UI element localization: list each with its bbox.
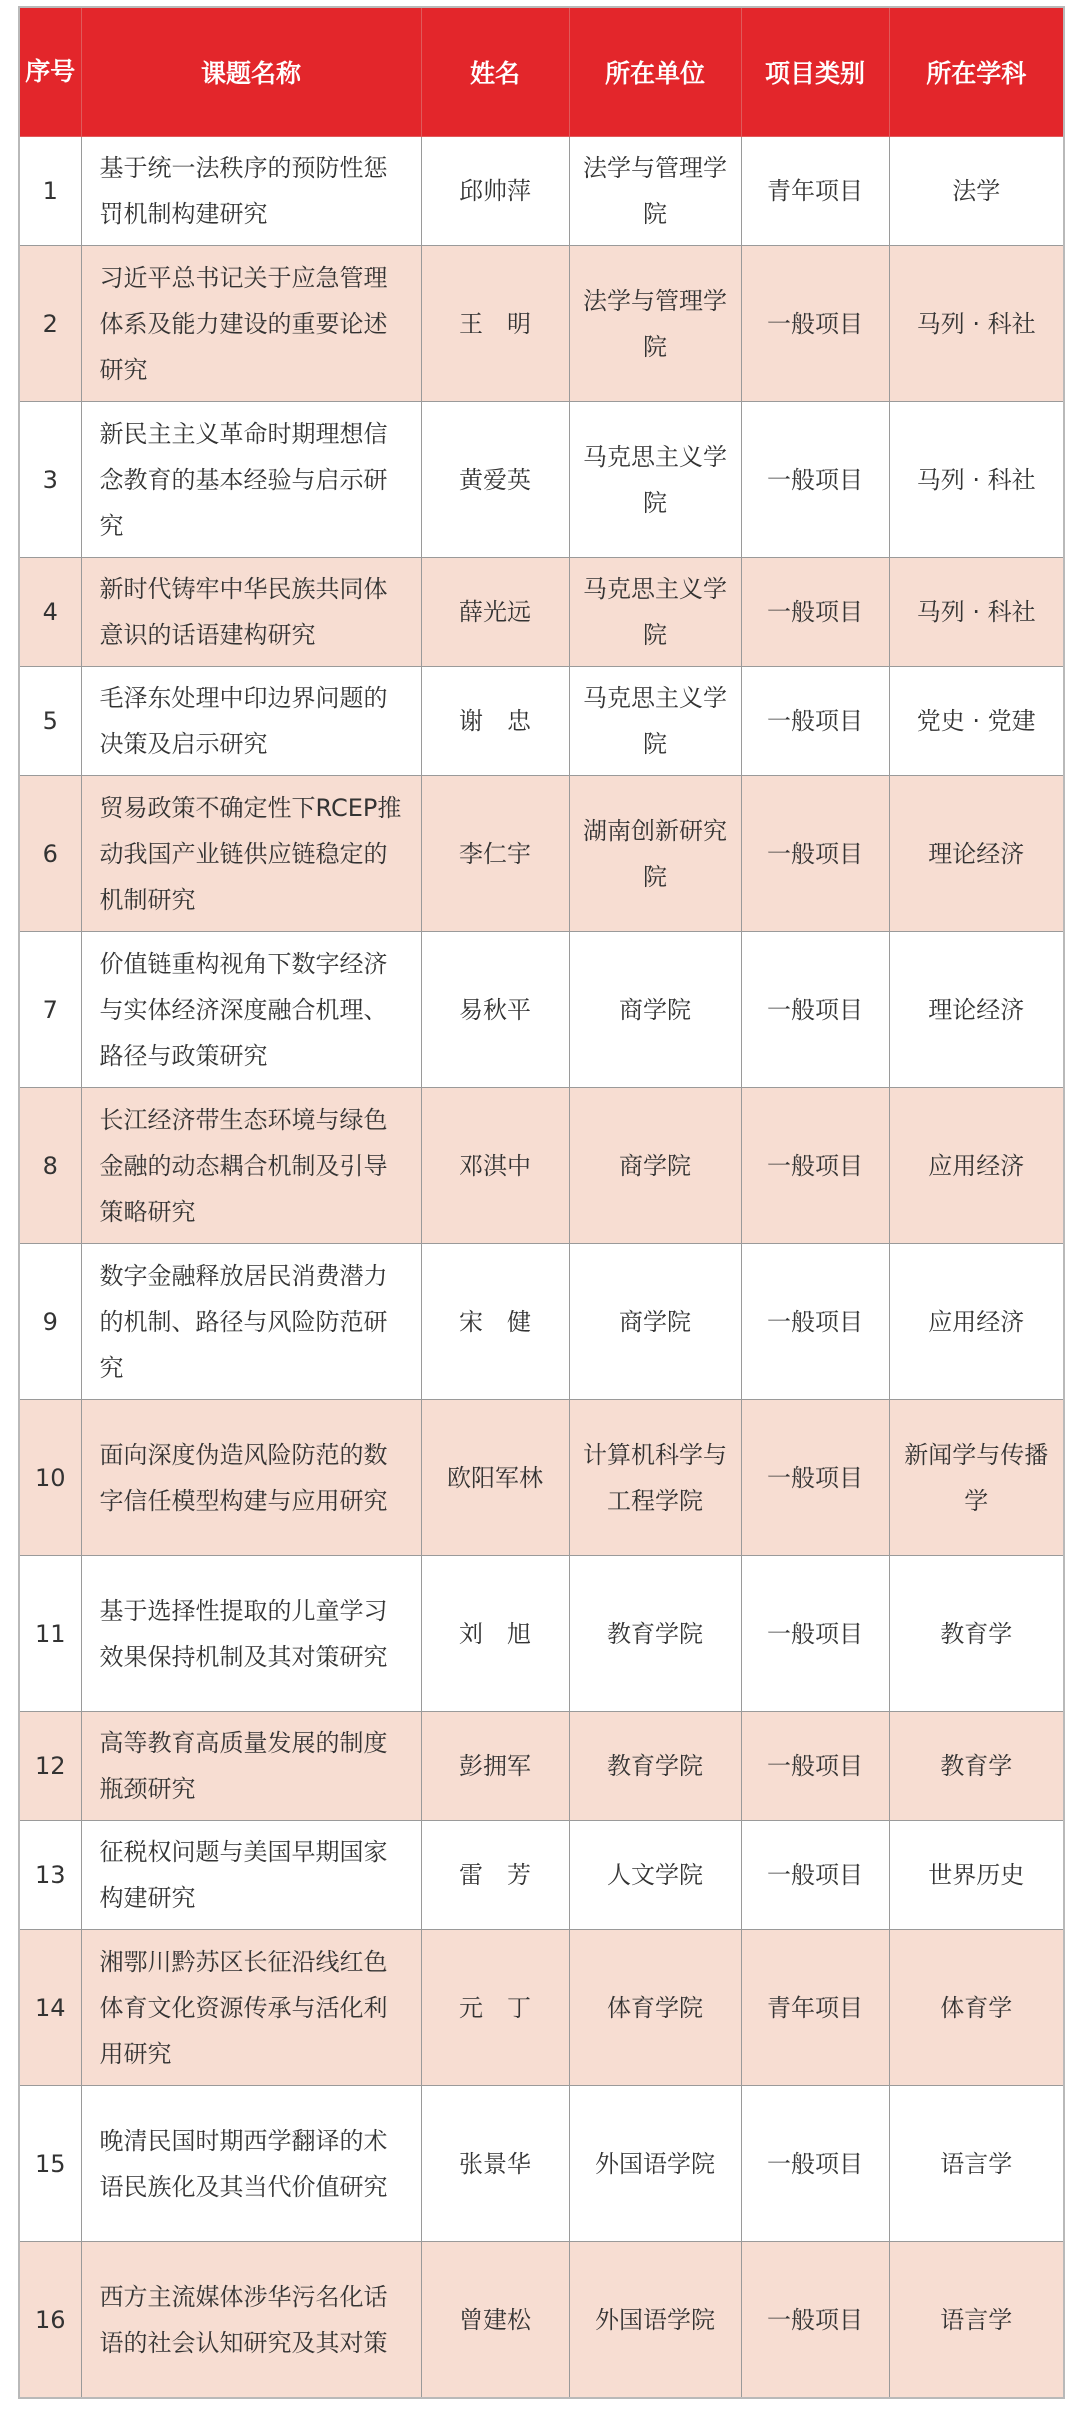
- cell-discipline: 应用经济: [889, 1088, 1064, 1244]
- cell-name: 黄爱英: [421, 402, 569, 558]
- cell-discipline: 语言学: [889, 2242, 1064, 2399]
- cell-discipline: 教育学: [889, 1556, 1064, 1712]
- cell-unit: 法学与管理学院: [569, 246, 741, 402]
- cell-seq: 15: [19, 2086, 81, 2242]
- cell-discipline: 新闻学与传播学: [889, 1400, 1064, 1556]
- cell-discipline: 教育学: [889, 1712, 1064, 1821]
- cell-name: 张景华: [421, 2086, 569, 2242]
- table-row: [19, 1088, 1064, 1244]
- table-row: [19, 2086, 1064, 2242]
- cell-category: 一般项目: [741, 1400, 889, 1556]
- cell-unit: 商学院: [569, 932, 741, 1088]
- table-row: [19, 1930, 1064, 2086]
- cell-category: 一般项目: [741, 2086, 889, 2242]
- cell-seq: 16: [19, 2242, 81, 2399]
- table-row: [19, 667, 1064, 776]
- cell-seq: 3: [19, 402, 81, 558]
- cell-title: 数字金融释放居民消费潜力的机制、路径与风险防范研究: [81, 1244, 421, 1400]
- cell-title: 价值链重构视角下数字经济与实体经济深度融合机理、路径与政策研究: [81, 932, 421, 1088]
- cell-unit: 教育学院: [569, 1712, 741, 1821]
- cell-name: 宋 健: [421, 1244, 569, 1400]
- cell-seq: 11: [19, 1556, 81, 1712]
- header-category: 项目类别: [741, 7, 889, 137]
- cell-title: 征税权问题与美国早期国家构建研究: [81, 1821, 421, 1930]
- cell-name: 雷 芳: [421, 1821, 569, 1930]
- cell-seq: 12: [19, 1712, 81, 1821]
- cell-discipline: 理论经济: [889, 932, 1064, 1088]
- cell-seq: 9: [19, 1244, 81, 1400]
- cell-seq: 4: [19, 558, 81, 667]
- projects-table: [18, 6, 1065, 2399]
- table-row: [19, 246, 1064, 402]
- cell-title: 面向深度伪造风险防范的数字信任模型构建与应用研究: [81, 1400, 421, 1556]
- cell-category: 一般项目: [741, 1088, 889, 1244]
- cell-discipline: 马列 · 科社: [889, 558, 1064, 667]
- cell-name: 邱帅萍: [421, 137, 569, 246]
- cell-seq: 6: [19, 776, 81, 932]
- table-row: [19, 1244, 1064, 1400]
- cell-category: 一般项目: [741, 246, 889, 402]
- header-unit: 所在单位: [569, 7, 741, 137]
- cell-category: 一般项目: [741, 1821, 889, 1930]
- cell-seq: 2: [19, 246, 81, 402]
- cell-discipline: 应用经济: [889, 1244, 1064, 1400]
- cell-unit: 法学与管理学院: [569, 137, 741, 246]
- cell-name: 薛光远: [421, 558, 569, 667]
- cell-seq: 8: [19, 1088, 81, 1244]
- cell-seq: 7: [19, 932, 81, 1088]
- cell-unit: 人文学院: [569, 1821, 741, 1930]
- table-row: [19, 402, 1064, 558]
- table-row: [19, 776, 1064, 932]
- cell-unit: 马克思主义学院: [569, 667, 741, 776]
- cell-category: 一般项目: [741, 558, 889, 667]
- cell-unit: 体育学院: [569, 1930, 741, 2086]
- header-title: 课题名称: [81, 7, 421, 137]
- cell-unit: 计算机科学与工程学院: [569, 1400, 741, 1556]
- cell-name: 易秋平: [421, 932, 569, 1088]
- cell-name: 刘 旭: [421, 1556, 569, 1712]
- cell-title: 湘鄂川黔苏区长征沿线红色体育文化资源传承与活化利用研究: [81, 1930, 421, 2086]
- cell-name: 邓淇中: [421, 1088, 569, 1244]
- table-row: [19, 1556, 1064, 1712]
- cell-discipline: 语言学: [889, 2086, 1064, 2242]
- cell-discipline: 世界历史: [889, 1821, 1064, 1930]
- table-header-row: [19, 7, 1064, 137]
- cell-category: 一般项目: [741, 2242, 889, 2399]
- cell-category: 一般项目: [741, 402, 889, 558]
- cell-discipline: 马列 · 科社: [889, 246, 1064, 402]
- cell-title: 贸易政策不确定性下RCEP推动我国产业链供应链稳定的机制研究: [81, 776, 421, 932]
- table-row: [19, 1821, 1064, 1930]
- cell-category: 一般项目: [741, 776, 889, 932]
- cell-title: 晚清民国时期西学翻译的术语民族化及其当代价值研究: [81, 2086, 421, 2242]
- cell-unit: 商学院: [569, 1088, 741, 1244]
- cell-unit: 马克思主义学院: [569, 558, 741, 667]
- table-row: [19, 1400, 1064, 1556]
- cell-discipline: 理论经济: [889, 776, 1064, 932]
- cell-seq: 10: [19, 1400, 81, 1556]
- cell-title: 高等教育高质量发展的制度瓶颈研究: [81, 1712, 421, 1821]
- cell-name: 彭拥军: [421, 1712, 569, 1821]
- cell-unit: 湖南创新研究院: [569, 776, 741, 932]
- header-name: 姓名: [421, 7, 569, 137]
- table-row: [19, 558, 1064, 667]
- cell-unit: 外国语学院: [569, 2086, 741, 2242]
- cell-category: 一般项目: [741, 1712, 889, 1821]
- cell-title: 西方主流媒体涉华污名化话语的社会认知研究及其对策: [81, 2242, 421, 2399]
- projects-table-container: [18, 6, 1063, 2418]
- header-seq: 序号: [19, 7, 81, 137]
- cell-unit: 外国语学院: [569, 2242, 741, 2399]
- cell-seq: 13: [19, 1821, 81, 1930]
- table-row: [19, 932, 1064, 1088]
- table-body: [19, 137, 1064, 2399]
- cell-category: 一般项目: [741, 667, 889, 776]
- cell-seq: 5: [19, 667, 81, 776]
- cell-discipline: 体育学: [889, 1930, 1064, 2086]
- cell-category: 一般项目: [741, 1556, 889, 1712]
- cell-name: 元 丁: [421, 1930, 569, 2086]
- cell-category: 青年项目: [741, 137, 889, 246]
- cell-name: 谢 忠: [421, 667, 569, 776]
- cell-category: 一般项目: [741, 932, 889, 1088]
- cell-discipline: 党史 · 党建: [889, 667, 1064, 776]
- cell-title: 基于选择性提取的儿童学习效果保持机制及其对策研究: [81, 1556, 421, 1712]
- cell-name: 李仁宇: [421, 776, 569, 932]
- table-row: [19, 137, 1064, 246]
- cell-discipline: 马列 · 科社: [889, 402, 1064, 558]
- cell-name: 欧阳军林: [421, 1400, 569, 1556]
- cell-unit: 教育学院: [569, 1556, 741, 1712]
- cell-category: 青年项目: [741, 1930, 889, 2086]
- cell-name: 王 明: [421, 246, 569, 402]
- cell-seq: 1: [19, 137, 81, 246]
- table-row: [19, 1712, 1064, 1821]
- header-discipline: 所在学科: [889, 7, 1064, 137]
- cell-title: 习近平总书记关于应急管理体系及能力建设的重要论述研究: [81, 246, 421, 402]
- cell-title: 长江经济带生态环境与绿色金融的动态耦合机制及引导策略研究: [81, 1088, 421, 1244]
- cell-title: 新民主主义革命时期理想信念教育的基本经验与启示研究: [81, 402, 421, 558]
- cell-category: 一般项目: [741, 1244, 889, 1400]
- table-row: [19, 2242, 1064, 2399]
- cell-seq: 14: [19, 1930, 81, 2086]
- cell-discipline: 法学: [889, 137, 1064, 246]
- cell-unit: 商学院: [569, 1244, 741, 1400]
- cell-unit: 马克思主义学院: [569, 402, 741, 558]
- cell-name: 曾建松: [421, 2242, 569, 2399]
- cell-title: 基于统一法秩序的预防性惩罚机制构建研究: [81, 137, 421, 246]
- cell-title: 新时代铸牢中华民族共同体意识的话语建构研究: [81, 558, 421, 667]
- cell-title: 毛泽东处理中印边界问题的决策及启示研究: [81, 667, 421, 776]
